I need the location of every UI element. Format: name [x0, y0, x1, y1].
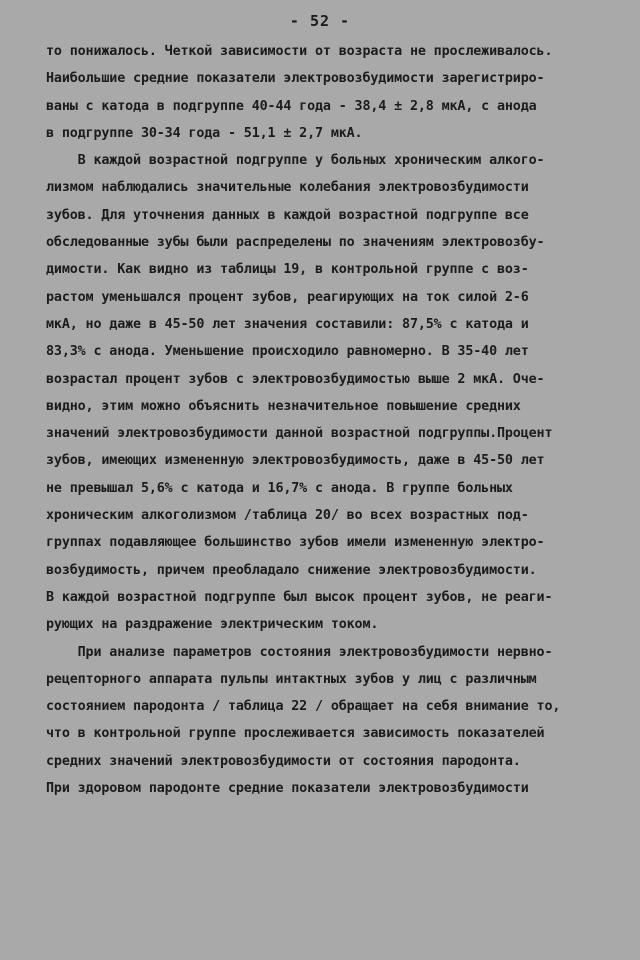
text-line: димости. Как видно из таблицы 19, в контрольной группе с воз- — [46, 262, 529, 278]
text-line: возбудимость, причем преобладало снижение электровозбудимости. — [46, 562, 537, 578]
paragraph — [46, 639, 596, 803]
text-line: При анализе параметров состояния электровозбудимости нервно- — [46, 644, 553, 660]
text-line: ваны с катода в подгруппе 40-44 года - 38,4 ± 2,8 мкА, с анода — [46, 98, 537, 114]
text-line: При здоровом пародонте средние показатели электровозбудимости — [46, 781, 529, 797]
text-line: Наибольшие средние показатели электровозбудимости зарегистриро- — [46, 71, 545, 87]
text-line: рецепторного аппарата пульпы интактных зубов у лиц с различным — [46, 671, 537, 687]
text-line: хроническим алкоголизмом /таблица 20/ во всех возрастных под- — [46, 508, 529, 524]
text-line: возрастал процент зубов с электровозбудимостью выше 2 мкА. Оче- — [46, 371, 545, 387]
text-line: видно, этим можно объяснить незначительное повышение средних — [46, 398, 521, 414]
text-line: не превышал 5,6% с катода и 16,7% с анода. В группе больных — [46, 480, 513, 496]
text-line: состоянием пародонта / таблица 22 / обращает на себя внимание то, — [46, 699, 561, 715]
body-text — [46, 38, 596, 802]
paragraph — [46, 147, 596, 638]
text-line: обследованные зубы были распределены по значениям электровозбу- — [46, 235, 545, 251]
paragraph — [46, 38, 596, 147]
text-line: рующих на раздражение электрическим током. — [46, 617, 379, 633]
text-line: зубов. Для уточнения данных в каждой возрастной подгруппе все — [46, 207, 529, 223]
text-line: 83,3% с анода. Уменьшение происходило равномерно. В 35-40 лет — [46, 344, 529, 360]
text-line: в подгруппе 30-34 года - 51,1 ± 2,7 мкА. — [46, 125, 363, 141]
text-line: значений электровозбудимости данной возрастной подгруппы.Процент — [46, 426, 553, 442]
text-line: растом уменьшался процент зубов, реагирующих на ток силой 2-6 — [46, 289, 529, 305]
text-line: В каждой возрастной подгруппе был высок процент зубов, не реаги- — [46, 589, 553, 605]
text-line: зубов, имеющих измененную электровозбудимость, даже в 45-50 лет — [46, 453, 545, 469]
text-line: что в контрольной группе прослеживается зависимость показателей — [46, 726, 545, 742]
page-number: - 52 - — [289, 12, 351, 30]
text-line: мкА, но даже в 45-50 лет значения составили: 87,5% с катода и — [46, 316, 529, 332]
text-line: лизмом наблюдались значительные колебания электровозбудимости — [46, 180, 529, 196]
text-line: средних значений электровозбудимости от состояния пародонта. — [46, 753, 521, 769]
text-line: то понижалось. Четкой зависимости от возраста не прослеживалось. — [46, 44, 553, 59]
text-line: В каждой возрастной подгруппе у больных хроническим алкого- — [46, 153, 545, 169]
text-line: группах подавляющее большинство зубов имели измененную электро- — [46, 535, 545, 551]
